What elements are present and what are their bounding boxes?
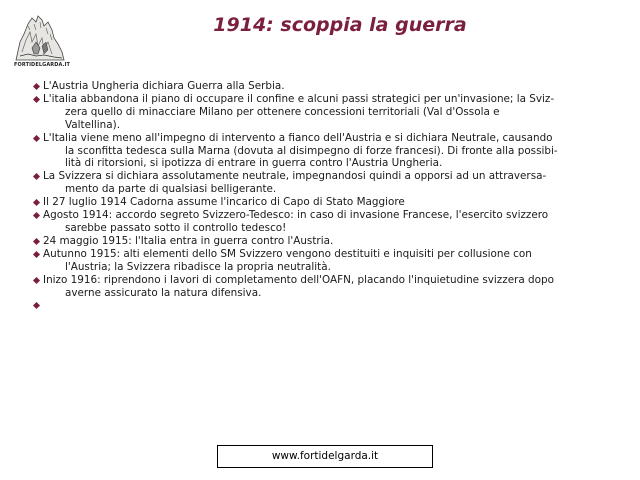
bullet-text: La Svizzera si dichiara assolutamente neutrale, impegnandosi quindi a opporsi ad un attraversa- [43,170,547,183]
bullet-text: 24 maggio 1915: l'Italia entra in guerra contro l'Austria. [43,234,334,247]
diamond-bullet-icon [33,173,40,180]
bullet-continuation: l'Austria; la Svizzera ribadisce la propria neutralità. [65,260,331,273]
bullet-text: Agosto 1914: accordo segreto Svizzero-Tedesco: in caso di invasione Francese, l'esercito svizzero [43,209,549,222]
bullet-text [43,299,614,312]
diamond-bullet-icon [33,238,40,245]
bullet-item [34,93,614,132]
bullet-continuation: zera quello di minacciare Milano per ottenere concessioni territoriali (Val d'Ossola e [65,105,500,118]
bullet-text: Il 27 luglio 1914 Cadorna assume l'incarico di Capo di Stato Maggiore [43,196,405,209]
diamond-bullet-icon [33,212,40,219]
bullet-item [34,209,614,235]
diamond-bullet-icon [33,83,40,90]
bullet-continuation: Valtellina). [65,118,120,131]
footer-url[interactable]: www.fortidelgarda.it [217,445,433,468]
bullet-continuation: lità di ritorsioni, si ipotizza di entrare in guerra contro l'Austria Ungheria. [65,157,443,170]
bullet-list [34,80,614,312]
bullet-item [34,235,614,248]
bullet-text: L'italia abbandona il piano di occupare il confine e alcuni passi strategici per un'invasione; la Sviz- [43,92,555,105]
bullet-text: Autunno 1915: alti elementi dello SM Svizzero vengono destituiti e inquisiti per collusione con [43,247,532,260]
bullet-item [34,80,614,93]
diamond-bullet-icon [33,199,40,206]
bullet-item [34,132,614,171]
diamond-bullet-icon [33,277,40,284]
diamond-bullet-icon [33,135,40,142]
site-logo [14,12,71,74]
mountain-fort-logo-icon [14,12,66,62]
bullet-item [34,274,614,300]
bullet-text: L'Austria Ungheria dichiara Guerra alla Serbia. [43,80,285,92]
bullet-item [34,299,614,312]
diamond-bullet-icon [33,251,40,258]
bullet-item [34,248,614,274]
page-title: 1914: scoppia la guerra [213,14,467,36]
diamond-bullet-icon [33,302,40,309]
bullet-continuation: averne assicurato la natura difensiva. [65,286,262,299]
bullet-text: Inizo 1916: riprendono i lavori di completamento dell'OAFN, placando l'inquietudine svizzera dopo [43,273,554,286]
bullet-continuation: la sconfitta tedesca sulla Marna (dovuta al disimpegno di forze francesi). Di fronte alla possibi- [65,144,558,157]
diamond-bullet-icon [33,96,40,103]
bullet-text: L'Italia viene meno all'impegno di intervento a fianco dell'Austria e si dichiara Neutrale, causando [43,131,553,144]
bullet-continuation: sarebbe passato sotto il controllo tedesco! [65,221,287,234]
bullet-item [34,196,614,209]
logo-caption: FORTIDELGARDA.IT [14,62,71,68]
bullet-item [34,170,614,196]
bullet-continuation: mento da parte di qualsiasi belligerante. [65,183,277,196]
